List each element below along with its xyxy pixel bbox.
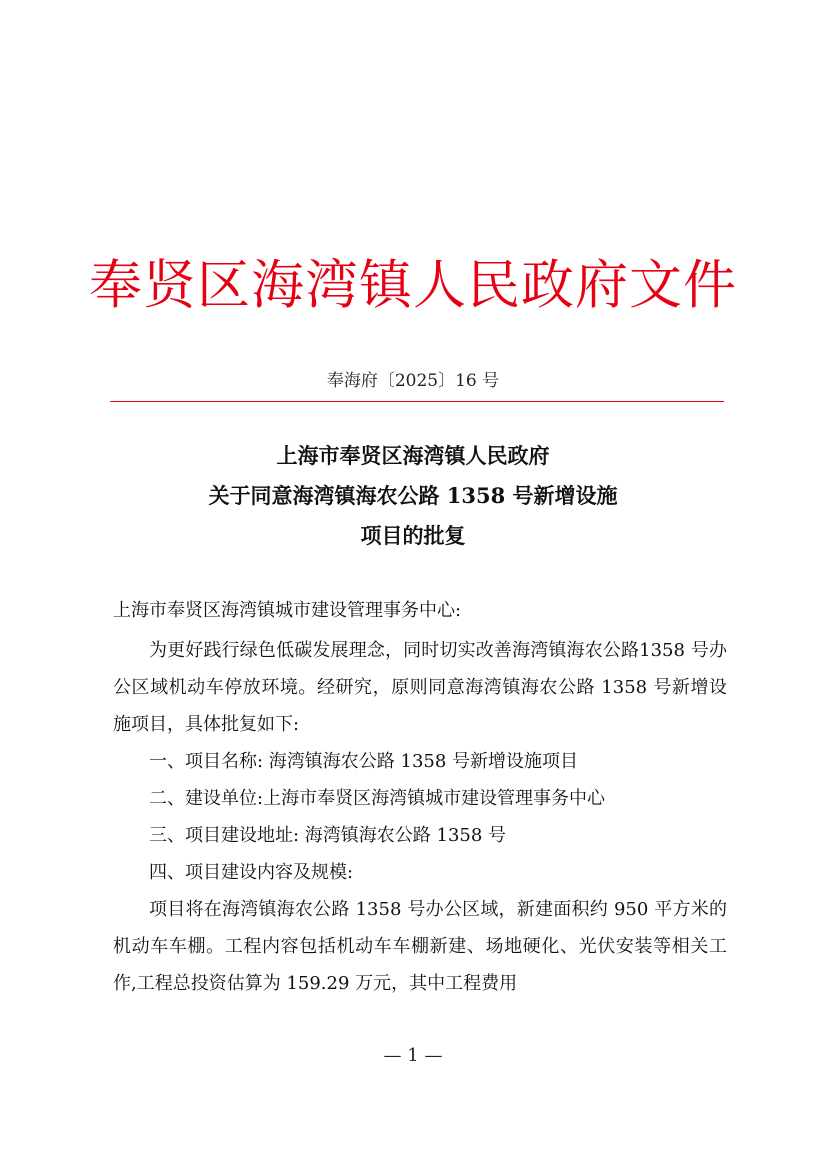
red-separator-line bbox=[110, 401, 724, 402]
document-masthead: 奉贤区海湾镇人民政府文件 bbox=[89, 255, 737, 316]
title-line-1: 上海市奉贤区海湾镇人民政府 bbox=[276, 443, 550, 468]
title-line-2: 关于同意海湾镇海农公路 1358 号新增设施 bbox=[208, 483, 618, 508]
paragraph-intro: 为更好践行绿色低碳发展理念，同时切实改善海湾镇海农公路1358 号办公区域机动车停放环境。经研究，原则同意海湾镇海农公路 1358 号新增设施项目，具体批复如下: bbox=[113, 640, 727, 735]
document-number: 奉海府〔2025〕16 号 bbox=[326, 371, 500, 391]
addressee: 上海市奉贤区海湾镇城市建设管理事务中心: bbox=[113, 600, 462, 621]
paragraph-scope-heading: 四、项目建设内容及规模: bbox=[149, 862, 354, 883]
paragraph-scope-detail: 项目将在海湾镇海农公路 1358 号办公区域，新建面积约 950 平方米的机动车车棚。工程内容包括机动车车棚新建、场地硬化、光伏安装等相关工作,工程总投资估算为 159.29 万元，其中工程费用 bbox=[113, 899, 727, 994]
page-number: — 1 — bbox=[383, 1045, 443, 1066]
title-line-3: 项目的批复 bbox=[360, 523, 466, 548]
document-title bbox=[0, 436, 826, 556]
paragraph-project-address: 三、项目建设地址: 海湾镇海农公路 1358 号 bbox=[149, 825, 507, 846]
paragraph-construction-unit: 二、建设单位:上海市奉贤区海湾镇城市建设管理事务中心 bbox=[149, 788, 606, 809]
paragraph-project-name: 一、项目名称: 海湾镇海农公路 1358 号新增设施项目 bbox=[149, 751, 579, 772]
document-body bbox=[113, 632, 727, 1002]
